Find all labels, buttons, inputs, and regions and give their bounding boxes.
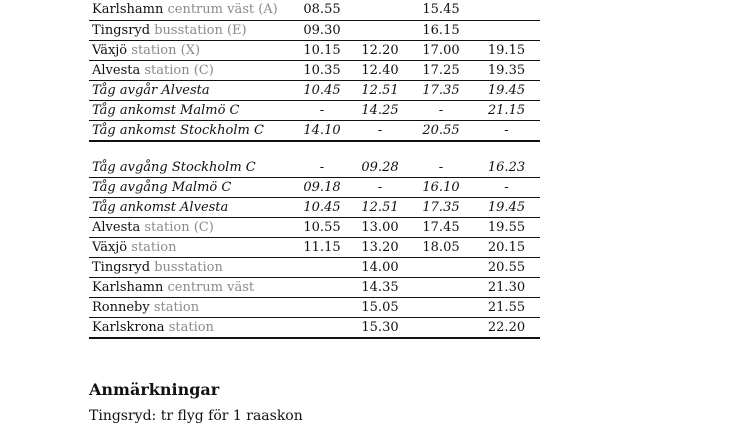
departure-time: - — [409, 158, 473, 178]
departure-time: 17.45 — [409, 218, 473, 238]
departure-time: 10.45 — [293, 81, 351, 101]
departure-time: - — [293, 158, 351, 178]
stop-detail: busstation (E) — [154, 23, 247, 38]
stop-name: Ronneby — [92, 300, 150, 315]
timetable-row — [89, 121, 540, 142]
departure-time — [293, 318, 351, 339]
departure-time — [351, 0, 409, 21]
departure-time: 19.55 — [473, 218, 540, 238]
departure-time: 16.10 — [409, 178, 473, 198]
stop-detail: station (C) — [144, 63, 214, 78]
stop-detail: centrum väst — [167, 280, 255, 295]
timetable-row — [89, 298, 540, 318]
timetable-row — [89, 21, 540, 41]
departure-time: 15.30 — [351, 318, 409, 339]
departure-time — [473, 21, 540, 41]
stop-name: Växjö — [92, 43, 128, 58]
timetable-row — [89, 178, 540, 198]
departure-time: 12.51 — [351, 198, 409, 218]
stop-detail: busstation — [154, 260, 223, 275]
timetable-row — [89, 81, 540, 101]
stop-cell — [89, 218, 293, 238]
departure-time: 19.35 — [473, 61, 540, 81]
remarks-text: Tingsryd: tr flyg för 1 raaskon — [89, 408, 303, 424]
departure-time: 14.00 — [351, 258, 409, 278]
stop-name: Tåg avgång Malmö C — [92, 180, 232, 195]
timetable-row — [89, 278, 540, 298]
stop-cell — [89, 41, 293, 61]
stop-cell — [89, 258, 293, 278]
departure-time: 22.20 — [473, 318, 540, 339]
timetable-row — [89, 318, 540, 339]
departure-time: - — [351, 121, 409, 142]
stop-name: Karlshamn — [92, 280, 164, 295]
departure-time: 21.30 — [473, 278, 540, 298]
departure-time — [293, 298, 351, 318]
departure-time: 10.55 — [293, 218, 351, 238]
departure-time: 15.05 — [351, 298, 409, 318]
departure-time — [409, 258, 473, 278]
stop-detail: station (C) — [144, 220, 214, 235]
timetable-row — [89, 101, 540, 121]
stop-name: Tingsryd — [92, 23, 151, 38]
stop-cell — [89, 158, 293, 178]
stop-cell — [89, 61, 293, 81]
departure-time — [293, 278, 351, 298]
departure-time — [409, 278, 473, 298]
departure-time: 12.51 — [351, 81, 409, 101]
stop-detail: centrum väst (A) — [167, 2, 278, 17]
departure-time: 21.15 — [473, 101, 540, 121]
departure-time: - — [351, 178, 409, 198]
departure-time: 12.40 — [351, 61, 409, 81]
timetable-row — [89, 218, 540, 238]
stop-name: Växjö — [92, 240, 128, 255]
timetable-row — [89, 61, 540, 81]
stop-name: Alvesta — [92, 220, 141, 235]
departure-time: 16.23 — [473, 158, 540, 178]
departure-time: 08.55 — [293, 0, 351, 21]
departure-time: 09.28 — [351, 158, 409, 178]
timetable-row — [89, 198, 540, 218]
departure-time: 20.15 — [473, 238, 540, 258]
departure-time — [409, 318, 473, 339]
departure-time: 17.00 — [409, 41, 473, 61]
departure-time: 10.45 — [293, 198, 351, 218]
stop-cell — [89, 238, 293, 258]
departure-time: 17.35 — [409, 198, 473, 218]
stop-cell — [89, 198, 293, 218]
departure-time: 14.35 — [351, 278, 409, 298]
stop-name: Karlshamn — [92, 2, 164, 17]
departure-time: 21.55 — [473, 298, 540, 318]
stop-detail: station — [131, 240, 177, 255]
departure-time: 09.30 — [293, 21, 351, 41]
departure-time — [409, 298, 473, 318]
departure-time: 20.55 — [409, 121, 473, 142]
departure-time: 18.05 — [409, 238, 473, 258]
stop-name: Tåg avgång Stockholm C — [92, 160, 256, 175]
departure-time: 15.45 — [409, 0, 473, 21]
stop-cell — [89, 0, 293, 21]
stop-name: Tingsryd — [92, 260, 151, 275]
departure-time: 19.45 — [473, 198, 540, 218]
stop-cell — [89, 298, 293, 318]
departure-time: 16.15 — [409, 21, 473, 41]
departure-time: 09.18 — [293, 178, 351, 198]
stop-cell — [89, 81, 293, 101]
stop-cell — [89, 178, 293, 198]
stop-cell — [89, 101, 293, 121]
stop-detail: station — [153, 300, 200, 315]
departure-time — [473, 0, 540, 21]
stop-name: Tåg ankomst Alvesta — [92, 200, 229, 215]
stop-name: Alvesta — [92, 63, 141, 78]
departure-time: 17.35 — [409, 81, 473, 101]
timetable-row — [89, 158, 540, 178]
stop-detail: station (X) — [131, 43, 201, 58]
departure-time: 11.15 — [293, 238, 351, 258]
departure-time: - — [293, 101, 351, 121]
timetable-row — [89, 238, 540, 258]
timetable-row — [89, 41, 540, 61]
departure-time: 19.15 — [473, 41, 540, 61]
departure-time: 20.55 — [473, 258, 540, 278]
departure-time: - — [409, 101, 473, 121]
stop-cell — [89, 21, 293, 41]
stop-name: Tåg avgår Alvesta — [92, 83, 210, 98]
timetable-southbound — [89, 158, 540, 339]
departure-time: - — [473, 121, 540, 142]
stop-cell — [89, 318, 293, 339]
departure-time: 14.25 — [351, 101, 409, 121]
stop-name: Tåg ankomst Malmö C — [92, 103, 240, 118]
timetable-northbound — [89, 0, 540, 142]
timetable-row — [89, 0, 540, 21]
departure-time: - — [473, 178, 540, 198]
departure-time: 12.20 — [351, 41, 409, 61]
timetable-row — [89, 258, 540, 278]
stop-cell — [89, 121, 293, 142]
departure-time: 13.00 — [351, 218, 409, 238]
stop-cell — [89, 278, 293, 298]
stop-detail: station — [168, 320, 214, 335]
departure-time: 14.10 — [293, 121, 351, 142]
departure-time: 17.25 — [409, 61, 473, 81]
stop-name: Karlskrona — [92, 320, 165, 335]
departure-time: 10.15 — [293, 41, 351, 61]
departure-time: 19.45 — [473, 81, 540, 101]
stop-name: Tåg ankomst Stockholm C — [92, 123, 264, 138]
departure-time: 10.35 — [293, 61, 351, 81]
departure-time — [351, 21, 409, 41]
departure-time — [293, 258, 351, 278]
remarks-heading: Anmärkningar — [89, 380, 220, 399]
departure-time: 13.20 — [351, 238, 409, 258]
